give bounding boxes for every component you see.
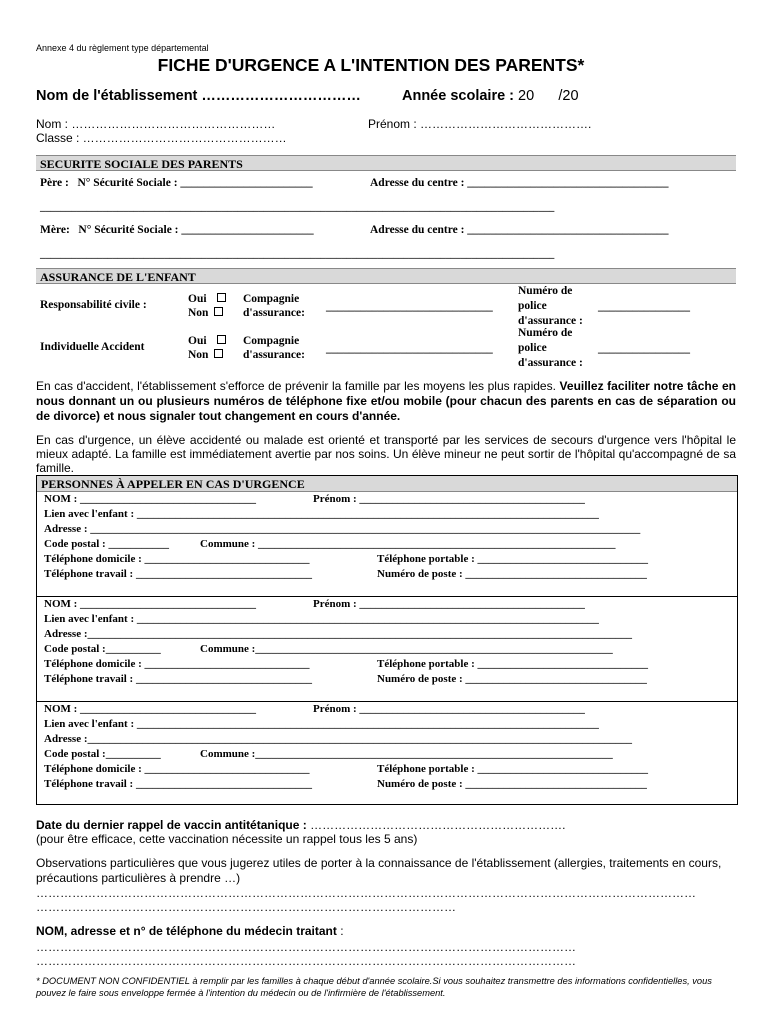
secu-section-header: SECURITE SOCIALE DES PARENTS (36, 155, 736, 171)
pere-adresse-field[interactable]: Adresse du centre : ___________________________________ (370, 177, 669, 189)
medecin-line[interactable]: ……………………………………………………………………………………………………………………… (36, 940, 576, 954)
contact-code-postal-field[interactable]: Code postal :__________ (44, 748, 161, 760)
contact-poste-field[interactable]: Numéro de poste : _________________________________ (377, 568, 647, 580)
oui-label: Oui (188, 335, 207, 347)
contact-poste-field[interactable]: Numéro de poste : _________________________________ (377, 673, 647, 685)
ia-police-field[interactable]: ________________ (598, 343, 690, 355)
etablissement-field[interactable]: Nom de l'établissement …………………………… (36, 88, 361, 104)
responsabilite-civile-label: Responsabilité civile : (40, 299, 147, 311)
contact-adresse-field[interactable]: Adresse :___________________________________________________________________________________________________ (44, 628, 632, 640)
contacts-divider (36, 596, 738, 597)
contacts-section-header: PERSONNES À APPELER EN CAS D'URGENCE (37, 476, 737, 492)
rc-non-checkbox[interactable] (214, 307, 223, 316)
medecin-line[interactable]: ……………………………………………………………………………………………………………………… (36, 954, 576, 968)
contact-code-postal-field[interactable]: Code postal : ___________ (44, 538, 169, 550)
contact-commune-field[interactable]: Commune : _________________________________________________________________ (200, 538, 616, 550)
non-label: Non (188, 349, 209, 361)
contact-lien-field[interactable]: Lien avec l'enfant : ____________________________________________________________________________________ (44, 613, 599, 625)
contact-tel-portable-field[interactable]: Téléphone portable : _______________________________ (377, 658, 649, 670)
vaccin-field[interactable]: Date du dernier rappel de vaccin antitétanique : ………………………………………………………. (36, 818, 566, 832)
contact-nom-field[interactable]: NOM : ________________________________ (44, 598, 257, 610)
mere-secu-field[interactable]: Mère: N° Sécurité Sociale : _______________________ (40, 224, 314, 236)
ia-non-option[interactable] (188, 348, 223, 362)
rc-non-option[interactable] (188, 306, 223, 320)
footer-note: * DOCUMENT NON CONFIDENTIEL à remplir par les familles à chaque début d'année scolaire.Si vous souhaitez transmettre des informations confidentielles, vous pouvez le faire sous enveloppe fermée à l'intention du médecin ou de l'infirmière de l'établissement. (36, 976, 712, 998)
rc-oui-option[interactable] (188, 292, 226, 306)
ia-police-label: Numéro de police d'assurance : (518, 327, 583, 369)
annex-note: Annexe 4 du règlement type départemental (36, 43, 209, 53)
contact-tel-travail-field[interactable]: Téléphone travail : ________________________________ (44, 568, 312, 580)
contact-code-postal-field[interactable]: Code postal :__________ (44, 643, 161, 655)
observations-line[interactable]: ………………………………………………………………………………………………………………………………………………… (36, 886, 696, 900)
contact-nom-field[interactable]: NOM : ________________________________ (44, 703, 257, 715)
contact-prenom-field[interactable]: Prénom : _________________________________________ (313, 703, 585, 715)
contact-tel-domicile-field[interactable]: Téléphone domicile : ______________________________ (44, 658, 310, 670)
contact-commune-field[interactable]: Commune :_________________________________________________________________ (200, 748, 613, 760)
student-classe-field[interactable]: Classe : …………………………………………… (36, 131, 287, 145)
student-nom-field[interactable]: Nom : …………………………………………… (36, 117, 276, 131)
vaccin-note: (pour être efficace, cette vaccination nécessite un rappel tous les 5 ans) (36, 832, 418, 846)
rc-compagnie-field[interactable]: _____________________________ (326, 301, 493, 313)
contact-adresse-field[interactable]: Adresse : ____________________________________________________________________________________________________ (44, 523, 641, 535)
contact-prenom-field[interactable]: Prénom : _________________________________________ (313, 598, 585, 610)
ia-compagnie-label: Compagnie d'assurance: (243, 335, 305, 361)
annee-scolaire-field[interactable] (402, 88, 579, 104)
individuelle-accident-label: Individuelle Accident (40, 341, 145, 353)
contact-tel-travail-field[interactable]: Téléphone travail : ________________________________ (44, 673, 312, 685)
contacts-divider (36, 701, 738, 702)
assurance-section-header: ASSURANCE DE L'ENFANT (36, 268, 736, 284)
annee-label: Année scolaire : (402, 88, 519, 104)
urgence-paragraph: En cas d'urgence, un élève accidenté ou malade est orienté et transporté par les services de secours d'urgence vers l'hôpital le mieux adapté. La famille est immédiatement avertie par nos soins. Un élève mineur ne peut sortir de l'hôpital qu'accompagné de sa famille. (36, 433, 736, 475)
contact-tel-domicile-field[interactable]: Téléphone domicile : ______________________________ (44, 763, 310, 775)
observations-text: Observations particulières que vous jugerez utiles de porter à la connaissance de l'établissement (allergies, traitements en cours, précautions particulières à prendre …) (36, 856, 722, 885)
annee-value: 20 /20 (518, 88, 579, 104)
contact-lien-field[interactable]: Lien avec l'enfant : ____________________________________________________________________________________ (44, 508, 599, 520)
contact-poste-field[interactable]: Numéro de poste : _________________________________ (377, 778, 647, 790)
contact-tel-travail-field[interactable]: Téléphone travail : ________________________________ (44, 778, 312, 790)
contact-nom-field[interactable]: NOM : ________________________________ (44, 493, 257, 505)
pere-extra-line[interactable]: ___________________________________________________________________________________________________ (40, 202, 555, 213)
contact-commune-field[interactable]: Commune :_________________________________________________________________ (200, 643, 613, 655)
contact-prenom-field[interactable]: Prénom : _________________________________________ (313, 493, 585, 505)
ia-non-checkbox[interactable] (214, 349, 223, 358)
accident-paragraph: En cas d'accident, l'établissement s'efforce de prévenir la famille par les moyens les plus rapides. Veuillez faciliter notre tâche en nous donnant un ou plusieurs numéros de téléphone fixe et/ou mobile (pour chacun des parents en cas de séparation ou de divorce) et nous signaler tout changement en cours d'année. (36, 379, 736, 423)
non-label: Non (188, 307, 209, 319)
ia-oui-option[interactable] (188, 334, 226, 348)
mere-extra-line[interactable]: ___________________________________________________________________________________________________ (40, 249, 555, 260)
contact-tel-portable-field[interactable]: Téléphone portable : _______________________________ (377, 763, 649, 775)
rc-compagnie-label: Compagnie d'assurance: (243, 293, 305, 319)
contact-tel-domicile-field[interactable]: Téléphone domicile : ______________________________ (44, 553, 310, 565)
contact-tel-portable-field[interactable]: Téléphone portable : _______________________________ (377, 553, 649, 565)
rc-police-field[interactable]: ________________ (598, 301, 690, 313)
rc-police-label: Numéro de police d'assurance : (518, 285, 583, 327)
medecin-label: NOM, adresse et n° de téléphone du médecin traitant : (36, 924, 344, 938)
ia-compagnie-field[interactable]: _____________________________ (326, 343, 493, 355)
pere-secu-field[interactable]: Père : N° Sécurité Sociale : _______________________ (40, 177, 313, 189)
ia-oui-checkbox[interactable] (217, 335, 226, 344)
rc-oui-checkbox[interactable] (217, 293, 226, 302)
mere-adresse-field[interactable]: Adresse du centre : ___________________________________ (370, 224, 669, 236)
contact-adresse-field[interactable]: Adresse :___________________________________________________________________________________________________ (44, 733, 632, 745)
observations-line[interactable]: …………………………………………………………………………………………… (36, 900, 456, 914)
oui-label: Oui (188, 293, 207, 305)
contact-lien-field[interactable]: Lien avec l'enfant : ____________________________________________________________________________________ (44, 718, 599, 730)
page-title: FICHE D'URGENCE A L'INTENTION DES PARENTS* (157, 55, 585, 75)
student-prenom-field[interactable]: Prénom : ……………………………………. (368, 117, 592, 131)
